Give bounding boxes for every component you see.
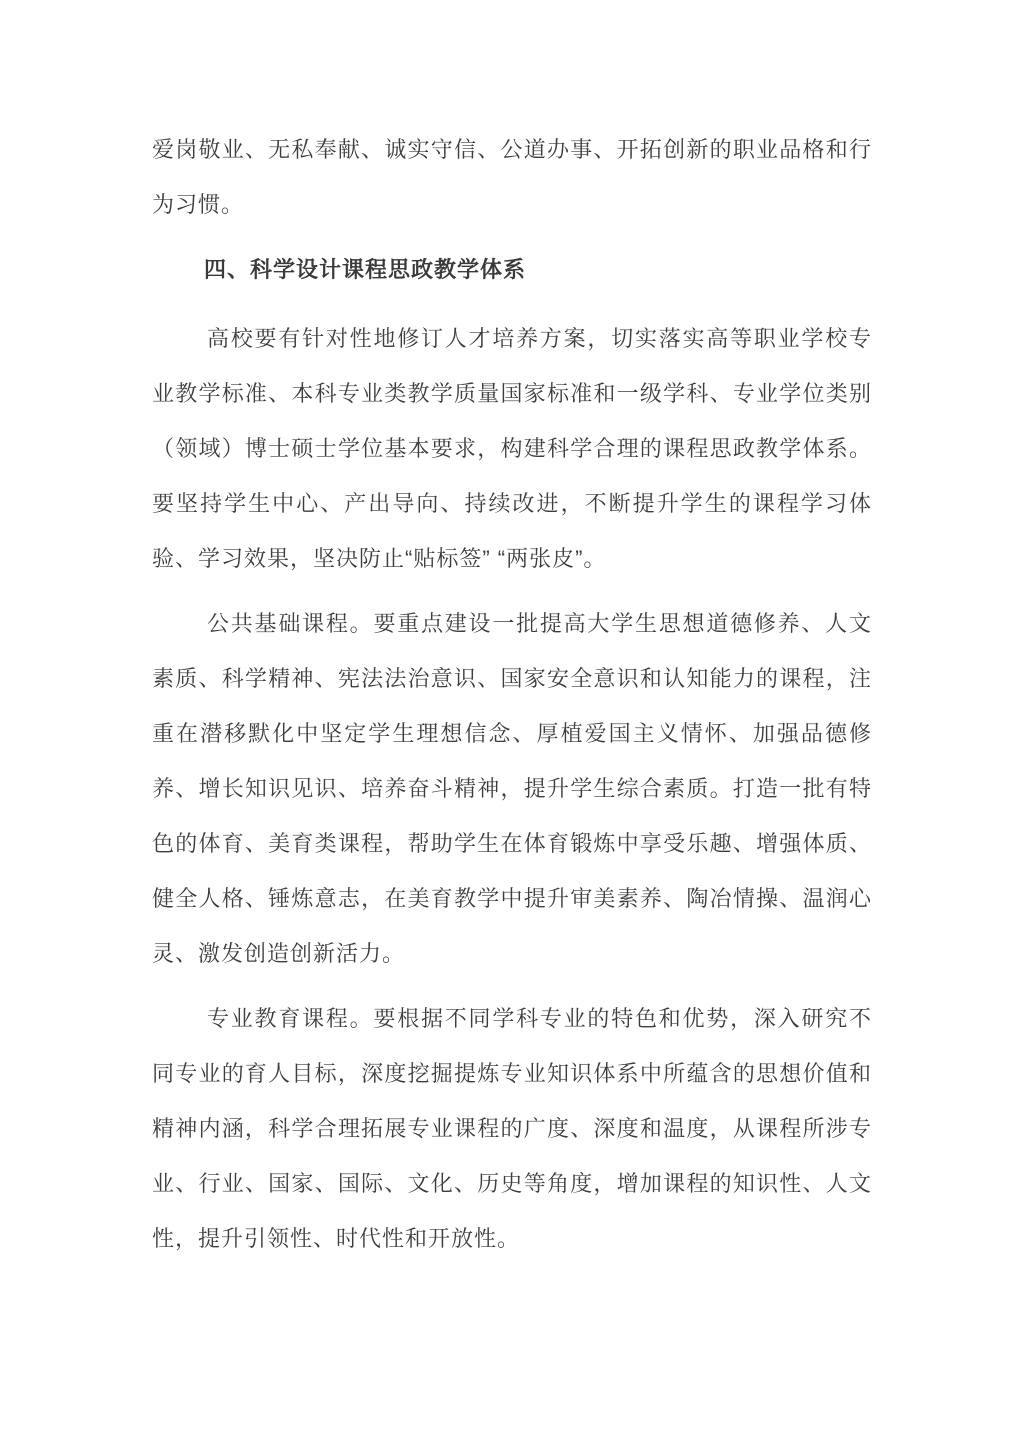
paragraph-course-system: 高校要有针对性地修订人才培养方案，切实落实高等职业学校专业教学标准、本科专业类教学质量国家标准和一级学科、专业学位类别（领域）博士硕士学位基本要求，构建科学合理的课程思政教学体系。要坚持学生中心、产出导向、持续改进，不断提升学生的课程学习体验、学习效果，坚决防止“贴标签” “两张皮”。 — [152, 326, 872, 571]
section-heading: 四、科学设计课程思政教学体系 — [204, 257, 527, 282]
document-body — [152, 122, 872, 1266]
paragraph-professional-education-courses: 专业教育课程。要根据不同学科专业的特色和优势，深入研究不同专业的育人目标，深度挖掘提炼专业知识体系中所蕴含的思想价值和精神内涵，科学合理拓展专业课程的广度、深度和温度，从课程所涉专业、行业、国家、国际、文化、历史等角度，增加课程的知识性、人文性，提升引领性、时代性和开放性。 — [152, 1006, 872, 1251]
paragraph-continuation: 爱岗敬业、无私奉献、诚实守信、公道办事、开拓创新的职业品格和行为习惯。 — [152, 137, 872, 217]
paragraph-public-basic-courses: 公共基础课程。要重点建设一批提高大学生思想道德修养、人文素质、科学精神、宪法法治意识、国家安全意识和认知能力的课程，注重在潜移默化中坚定学生理想信念、厚植爱国主义情怀、加强品德修养、增长知识见识、培养奋斗精神，提升学生综合素质。打造一批有特色的体育、美育类课程，帮助学生在体育锻炼中享受乐趣、增强体质、健全人格、锤炼意志，在美育教学中提升审美素养、陶冶情操、温润心灵、激发创造创新活力。 — [152, 611, 872, 966]
